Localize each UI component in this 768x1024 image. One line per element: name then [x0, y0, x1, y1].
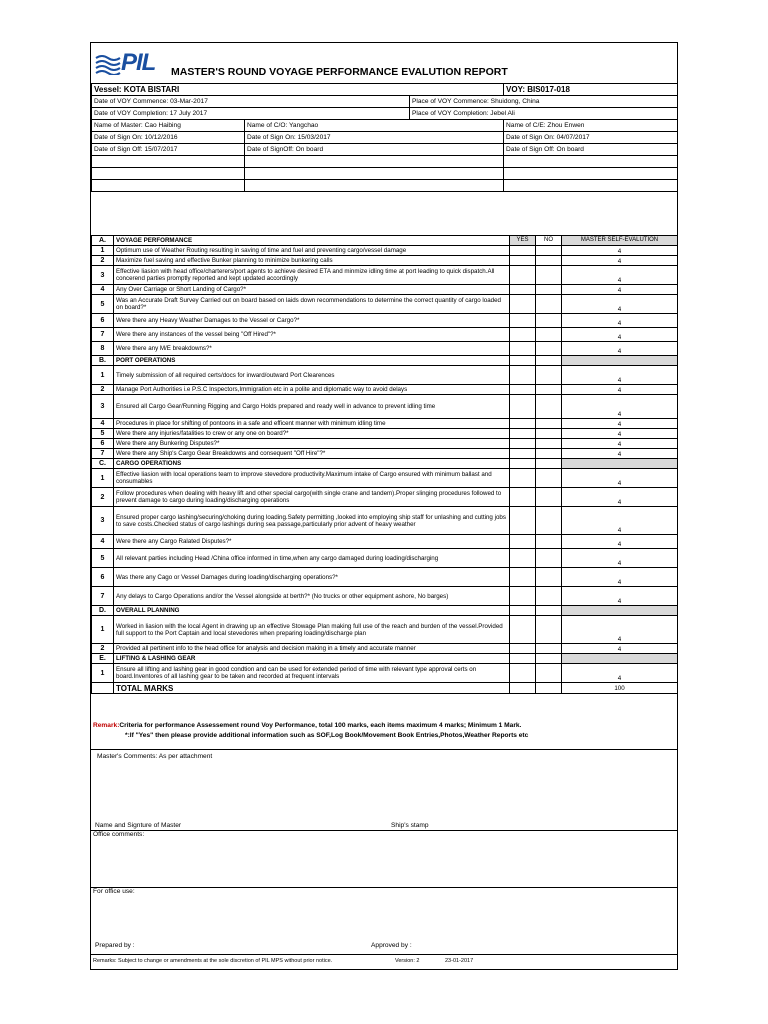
self-evaluation-mark[interactable]: 4	[562, 395, 678, 419]
self-evaluation-mark[interactable]: 4	[562, 285, 678, 295]
section-letter: A.	[92, 236, 114, 246]
performance-table	[91, 235, 678, 694]
self-evaluation-mark[interactable]: 4	[562, 535, 678, 549]
table-row	[92, 439, 678, 449]
item-criteria: Was there any Cago or Vessel Damages during loading/discharging operations?*	[114, 568, 510, 587]
no-checkbox[interactable]	[536, 429, 562, 439]
item-criteria: Provided all pertinent info to the head office for analysis and decision making in a timely and accurate manner	[114, 644, 510, 654]
remark-line-1: Remark:Criteria for performance Assessement round Voy Performance, total 100 marks, each items maximum 4 marks; Minimum 1 Mark.	[93, 722, 522, 729]
remark-label: Remark:	[93, 722, 120, 729]
item-criteria: Effective liasion with local operations team to improve stevedore productivity.Maximum intake of Cargo ensured with minimum ballast and consumables	[114, 469, 510, 488]
no-checkbox[interactable]	[536, 664, 562, 683]
self-evaluation-mark[interactable]: 4	[562, 266, 678, 285]
table-row	[92, 256, 678, 266]
total-marks-label: TOTAL MARKS	[114, 683, 510, 694]
yes-checkbox[interactable]	[510, 488, 536, 507]
self-evaluation-mark[interactable]: 4	[562, 616, 678, 644]
item-number: 1	[92, 664, 114, 683]
office-comments-box	[91, 831, 677, 888]
vessel-info-table	[91, 83, 678, 192]
section-letter: C.	[92, 459, 114, 469]
item-criteria: All relevant parties including Head /China office informed in time,when any cargo damaged during loading/discharging	[114, 549, 510, 568]
yes-checkbox[interactable]	[510, 295, 536, 314]
yes-checkbox[interactable]	[510, 395, 536, 419]
self-evaluation-mark[interactable]: 4	[562, 439, 678, 449]
item-criteria: Were there any instances of the vessel being "Off Hired"?*	[114, 328, 510, 342]
table-row	[92, 295, 678, 314]
item-number: 5	[92, 295, 114, 314]
voyage-completion-place: Place of VOY Completion: Jebel Ali	[410, 108, 678, 120]
master-sign-on: Date of Sign On: 10/12/2016	[92, 132, 245, 144]
yes-checkbox[interactable]	[510, 314, 536, 328]
item-criteria: Effective liasion with head office/charterers/port agents to achieve desired ETA and minmize idling time at port leading to quick dispatch.All concerend parties promptly reported and kept updated accordingly	[114, 266, 510, 285]
item-number: 2	[92, 385, 114, 395]
item-number: 2	[92, 644, 114, 654]
no-checkbox[interactable]	[536, 419, 562, 429]
table-row	[92, 429, 678, 439]
item-number: 3	[92, 395, 114, 419]
item-number: 4	[92, 419, 114, 429]
no-checkbox[interactable]	[536, 385, 562, 395]
self-evaluation-mark[interactable]: 4	[562, 449, 678, 459]
report-header	[91, 43, 677, 83]
table-row	[92, 449, 678, 459]
footer-version: Version: 2	[395, 958, 420, 964]
section-title: OVERALL PLANNING	[114, 606, 510, 616]
chief-engineer-name: Name of C/E: Zhou Enwen	[504, 120, 678, 132]
no-checkbox[interactable]	[536, 256, 562, 266]
master-signature-label: Name and Signture of Master	[95, 822, 182, 829]
item-number: 2	[92, 256, 114, 266]
table-row	[92, 366, 678, 385]
item-criteria: Were there any M/E breakdowns?*	[114, 342, 510, 356]
yes-checkbox[interactable]	[510, 256, 536, 266]
table-row	[92, 664, 678, 683]
report-sheet	[90, 42, 678, 970]
table-row	[92, 385, 678, 395]
item-criteria: Were there any Heavy Weather Damages to the Vessel or Cargo?*	[114, 314, 510, 328]
yes-checkbox[interactable]	[510, 616, 536, 644]
co-sign-on: Date of Sign On: 15/03/2017	[245, 132, 504, 144]
no-checkbox[interactable]	[536, 488, 562, 507]
item-number: 3	[92, 266, 114, 285]
yes-checkbox[interactable]	[510, 587, 536, 606]
self-evaluation-mark[interactable]: 4	[562, 507, 678, 535]
item-number: 4	[92, 285, 114, 295]
yes-checkbox[interactable]	[510, 507, 536, 535]
item-criteria: Maximize fuel saving and effective Bunker planning to minimize bunkering calls	[114, 256, 510, 266]
item-number: 3	[92, 507, 114, 535]
item-criteria: Was an Accurate Draft Survey Carried out on board based on laids down recommendations to determine the correct quantity of cargo loaded on board?*	[114, 295, 510, 314]
yes-checkbox[interactable]	[510, 469, 536, 488]
total-marks-value: 100	[562, 683, 678, 694]
item-number: 5	[92, 549, 114, 568]
table-row	[92, 587, 678, 606]
table-row	[92, 568, 678, 587]
self-evaluation-mark[interactable]: 4	[562, 644, 678, 654]
self-evaluation-mark[interactable]: 4	[562, 568, 678, 587]
yes-checkbox[interactable]	[510, 429, 536, 439]
approved-by-label: Approved by :	[371, 942, 412, 949]
no-checkbox[interactable]	[536, 469, 562, 488]
self-evaluation-mark[interactable]: 4	[562, 366, 678, 385]
no-checkbox[interactable]	[536, 439, 562, 449]
table-row	[92, 469, 678, 488]
no-checkbox[interactable]	[536, 507, 562, 535]
footer	[91, 955, 677, 969]
item-number: 1	[92, 616, 114, 644]
self-evaluation-mark[interactable]: 4	[562, 664, 678, 683]
section-title: PORT OPERATIONS	[114, 356, 510, 366]
section-row	[92, 459, 678, 469]
no-checkbox[interactable]	[536, 328, 562, 342]
item-number: 6	[92, 314, 114, 328]
ce-sign-off: Date of Sign Off: On board	[504, 144, 678, 156]
no-checkbox[interactable]	[536, 366, 562, 385]
no-checkbox[interactable]	[536, 587, 562, 606]
item-criteria: Were there any injuries/fatalities to crew or any one on board?*	[114, 429, 510, 439]
table-row	[92, 266, 678, 285]
no-checkbox[interactable]	[536, 449, 562, 459]
table-row	[92, 342, 678, 356]
yes-checkbox[interactable]	[510, 419, 536, 429]
item-number: 1	[92, 246, 114, 256]
no-checkbox[interactable]	[536, 535, 562, 549]
no-checkbox[interactable]	[536, 342, 562, 356]
no-checkbox[interactable]	[536, 644, 562, 654]
self-evaluation-mark[interactable]: 4	[562, 385, 678, 395]
no-checkbox[interactable]	[536, 568, 562, 587]
item-criteria: Were there any Bunkering Disputes?*	[114, 439, 510, 449]
prepared-by-label: Prepared by :	[95, 942, 135, 949]
yes-checkbox[interactable]	[510, 449, 536, 459]
item-number: 6	[92, 568, 114, 587]
item-number: 1	[92, 366, 114, 385]
section-letter: B.	[92, 356, 114, 366]
item-criteria: Follow procedures when dealing with heavy lift and other special cargo(with single crane and tandem).Proper slinging procedures followed to prevent damage to cargo during loading/discharging operations	[114, 488, 510, 507]
self-evaluation-mark[interactable]: 4	[562, 256, 678, 266]
item-criteria: Ensure all lifting and lashing gear in good condtion and can be used for extended period of time with relevant type approval certs on board.Inventores of all lashing gear to be taken and recorded at frequent intervals	[114, 664, 510, 683]
section-letter: D.	[92, 606, 114, 616]
total-row	[92, 683, 678, 694]
voyage-commence-date: Date of VOY Commence: 03-Mar-2017	[92, 96, 410, 108]
master-comments-label: Master's Comments: As per attachment	[97, 753, 213, 760]
item-criteria: Any delays to Cargo Operations and/or the Vessel alongside at berth?* (No trucks or other equipment ashore, No barges)	[114, 587, 510, 606]
report-title: MASTER'S ROUND VOYAGE PERFORMANCE EVALUTION REPORT	[171, 66, 508, 78]
voyage-number: VOY: BIS017-018	[504, 84, 678, 96]
section-title: VOYAGE PERFORMANCE	[114, 236, 510, 246]
master-name: Name of Master: Cao Haibing	[92, 120, 245, 132]
table-row	[92, 549, 678, 568]
item-number: 5	[92, 429, 114, 439]
table-row	[92, 419, 678, 429]
yes-checkbox[interactable]	[510, 266, 536, 285]
self-evaluation-mark[interactable]: 4	[562, 328, 678, 342]
item-number: 7	[92, 328, 114, 342]
no-checkbox[interactable]	[536, 314, 562, 328]
item-criteria: Manage Port Authorities i.e P.S.C Inspectors,Immigration etc in a polite and diplomatic way to avoid delays	[114, 385, 510, 395]
yes-checkbox[interactable]	[510, 246, 536, 256]
item-number: 7	[92, 587, 114, 606]
no-checkbox[interactable]	[536, 266, 562, 285]
office-use-box	[91, 888, 677, 955]
item-criteria: Were there any Ship's Cargo Gear Breakdowns and consequent "Off Hire"?*	[114, 449, 510, 459]
no-checkbox[interactable]	[536, 246, 562, 256]
no-checkbox[interactable]	[536, 616, 562, 644]
yes-column-header: YES	[510, 236, 536, 246]
chief-officer-name: Name of C/O: Yangchao	[245, 120, 504, 132]
item-criteria: Ensured all Cargo Gear/Running Rigging and Cargo Holds prepared and ready well in advance to prevent idling time	[114, 395, 510, 419]
yes-checkbox[interactable]	[510, 366, 536, 385]
section-row	[92, 606, 678, 616]
self-evaluation-mark[interactable]: 4	[562, 419, 678, 429]
item-number: 2	[92, 488, 114, 507]
logo-text: PIL	[121, 49, 156, 76]
yes-checkbox[interactable]	[510, 385, 536, 395]
item-number: 8	[92, 342, 114, 356]
no-checkbox[interactable]	[536, 395, 562, 419]
self-evaluation-mark[interactable]: 4	[562, 587, 678, 606]
voyage-completion-date: Date of VOY Completion: 17 July 2017	[92, 108, 410, 120]
item-criteria: Any Over Carriage or Short Landing of Cargo?*	[114, 285, 510, 295]
self-evaluation-column-header: MASTER SELF-EVALUTION	[562, 236, 678, 246]
footer-date: 23-01-2017	[445, 958, 474, 964]
table-row	[92, 285, 678, 295]
table-row	[92, 488, 678, 507]
item-criteria: Were there any Cargo Ralated Disputes?*	[114, 535, 510, 549]
yes-checkbox[interactable]	[510, 664, 536, 683]
item-number: 1	[92, 469, 114, 488]
ships-stamp-label: Ship's stamp	[391, 822, 429, 829]
yes-checkbox[interactable]	[510, 549, 536, 568]
yes-checkbox[interactable]	[510, 328, 536, 342]
self-evaluation-mark[interactable]: 4	[562, 314, 678, 328]
self-evaluation-mark[interactable]: 4	[562, 295, 678, 314]
table-row	[92, 535, 678, 549]
section-row	[92, 236, 678, 246]
yes-checkbox[interactable]	[510, 342, 536, 356]
table-row	[92, 395, 678, 419]
office-comments-label: Office comments:	[93, 831, 145, 838]
remark-block	[91, 720, 677, 750]
item-number: 4	[92, 535, 114, 549]
table-row	[92, 507, 678, 535]
item-criteria: Procedures in place for shifting of pontoons in a safe and efficent manner with minimum idling time	[114, 419, 510, 429]
item-number: 6	[92, 439, 114, 449]
self-evaluation-mark[interactable]: 4	[562, 246, 678, 256]
item-number: 7	[92, 449, 114, 459]
self-evaluation-mark[interactable]: 4	[562, 342, 678, 356]
self-evaluation-mark[interactable]: 4	[562, 488, 678, 507]
yes-checkbox[interactable]	[510, 439, 536, 449]
self-evaluation-mark[interactable]: 4	[562, 549, 678, 568]
table-row	[92, 644, 678, 654]
footer-remarks: Remarks: Subject to change or amendments at the sole discretion of PIL MPS without prior notice.	[93, 958, 333, 964]
waves-icon	[95, 53, 121, 75]
table-row	[92, 314, 678, 328]
section-row	[92, 654, 678, 664]
remark-line-2: *:If "Yes" then please provide additional information such as SOF,Log Book/Movement Book Entries,Photos,Weather Reports etc	[125, 732, 529, 739]
table-row	[92, 246, 678, 256]
office-use-label: For office use:	[93, 888, 135, 895]
master-comments-box	[91, 750, 677, 831]
yes-checkbox[interactable]	[510, 285, 536, 295]
yes-checkbox[interactable]	[510, 644, 536, 654]
vessel-name: Vessel: KOTA BISTARI	[92, 84, 504, 96]
no-checkbox[interactable]	[536, 295, 562, 314]
item-criteria: Ensured proper cargo lashing/securing/choking during loading.Safety permitting ,looked into employing ship staff for unlashing and cutting jobs to save costs.Checked status of cargo lashings during sea passage,particularly prior advent of heavy weather	[114, 507, 510, 535]
no-checkbox[interactable]	[536, 549, 562, 568]
section-row	[92, 356, 678, 366]
self-evaluation-mark[interactable]: 4	[562, 429, 678, 439]
no-checkbox[interactable]	[536, 285, 562, 295]
section-letter: E.	[92, 654, 114, 664]
master-sign-off: Date of Sign Off: 15/07/2017	[92, 144, 245, 156]
item-criteria: Optimum use of Weather Routing resulting in saving of time and fuel and preventing cargo/vessel damage	[114, 246, 510, 256]
ce-sign-on: Date of Sign On: 04/07/2017	[504, 132, 678, 144]
yes-checkbox[interactable]	[510, 568, 536, 587]
no-column-header: NO	[536, 236, 562, 246]
voyage-commence-place: Place of VOY Commence: Shuidong, China	[410, 96, 678, 108]
item-criteria: Timely submission of all required certs/docs for inward/outward Port Clearences	[114, 366, 510, 385]
pil-logo	[95, 51, 161, 75]
item-criteria: Worked in liasion with the local Agent in drawing up an effective Stowage Plan making full use of the reach and burden of the vessel.Provided full support to the Port Captain and local stevedores when preparing loading/discharge plan	[114, 616, 510, 644]
section-title: LIFTING & LASHING GEAR	[114, 654, 510, 664]
table-row	[92, 616, 678, 644]
self-evaluation-mark[interactable]: 4	[562, 469, 678, 488]
table-row	[92, 328, 678, 342]
co-sign-off: Date of SignOff: On board	[245, 144, 504, 156]
yes-checkbox[interactable]	[510, 535, 536, 549]
section-title: CARGO OPERATIONS	[114, 459, 510, 469]
